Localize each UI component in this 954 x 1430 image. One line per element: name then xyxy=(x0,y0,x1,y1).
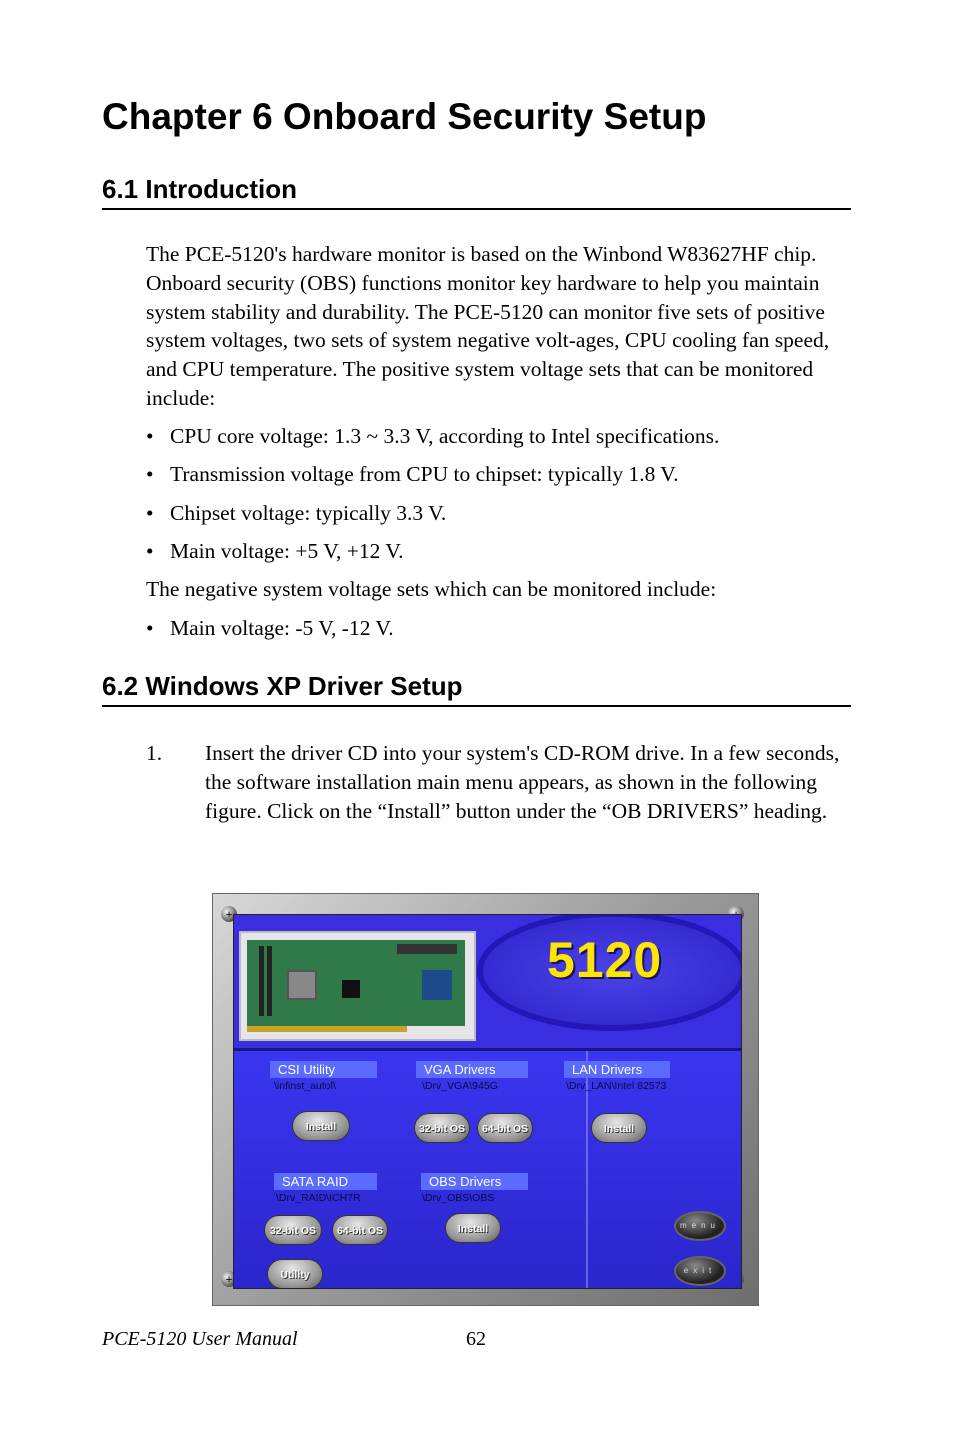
bullet-text: Main voltage: -5 V, -12 V. xyxy=(170,616,394,640)
menu-button[interactable]: menu xyxy=(674,1211,726,1241)
edge-connector-icon xyxy=(247,1026,407,1032)
bullet-text: CPU core voltage: 1.3 ~ 3.3 V, according to Intel specifications. xyxy=(170,424,720,448)
vga-drivers-label: VGA Drivers xyxy=(416,1061,528,1078)
board-image xyxy=(239,931,476,1041)
sata-raid-label: SATA RAID xyxy=(274,1173,377,1190)
model-title: 5120 xyxy=(547,932,663,988)
chipset-icon xyxy=(342,980,360,998)
exit-button[interactable]: exit xyxy=(674,1256,726,1286)
footer-title: PCE-5120 User Manual xyxy=(102,1328,298,1350)
connector-icon xyxy=(422,970,452,1000)
bullet-marker: • xyxy=(146,539,154,563)
csi-utility-path: \infinst_autol\ xyxy=(274,1080,336,1092)
connector-icon xyxy=(397,944,457,954)
list-item xyxy=(146,499,446,527)
pcb-icon xyxy=(247,940,465,1026)
bullet-text: Transmission voltage from CPU to chipset: typically 1.8 V. xyxy=(170,462,679,486)
raid-64bit-button[interactable]: 64-bit OS xyxy=(332,1215,388,1245)
lan-drivers-path: \Drv_LAN\Intel 82573 xyxy=(566,1080,667,1092)
raid-utility-button[interactable]: Utility xyxy=(267,1259,323,1289)
step-number: 1. xyxy=(146,741,163,765)
lan-install-button[interactable]: Install xyxy=(591,1113,647,1143)
sata-raid-path: \Drv_RAID\ICH7R xyxy=(276,1192,361,1204)
list-item xyxy=(146,460,678,488)
driver-panel xyxy=(234,1048,741,1289)
negative-intro: The negative system voltage sets which can be monitored include: xyxy=(146,577,717,601)
raid-32bit-button[interactable]: 32-bit OS xyxy=(264,1215,322,1245)
list-item xyxy=(146,614,394,642)
step-text: Insert the driver CD into your system's CD-ROM drive. In a few seconds, the software installation main menu appears, as shown in the following figure. Click on the “Install” button under the “OB DRIVERS” heading. xyxy=(205,741,840,823)
bullet-marker: • xyxy=(146,462,154,486)
cpu-socket-icon xyxy=(287,970,317,1000)
intro-paragraph: The PCE-5120's hardware monitor is based on the Winbond W83627HF chip. Onboard security (OBS) functions monitor key hardware to help you maintain system stability and durability. The PCE-5120 can monitor five sets of positive system voltages, two sets of system negative volt-ages, CPU cooling fan speed, and CPU temperature. The positive system voltage sets that can be monitored include: xyxy=(146,242,830,410)
installer-window xyxy=(233,914,742,1289)
vga-32bit-button[interactable]: 32-bit OS xyxy=(414,1113,470,1143)
page-number: 62 xyxy=(466,1328,486,1350)
screw-icon: + xyxy=(221,906,237,922)
obs-drivers-label: OBS Drivers xyxy=(421,1173,528,1190)
vga-drivers-path: \Drv_VGA\945G xyxy=(422,1080,498,1092)
section-heading-driver-setup: 6.2 Windows XP Driver Setup xyxy=(102,671,851,707)
obs-drivers-path: \Drv_OBS\OBS xyxy=(422,1192,495,1204)
chapter-title: Chapter 6 Onboard Security Setup xyxy=(102,96,707,137)
memory-slot-icon xyxy=(259,946,264,1016)
bullet-marker: • xyxy=(146,501,154,525)
lan-drivers-label: LAN Drivers xyxy=(564,1061,670,1078)
bullet-text: Chipset voltage: typically 3.3 V. xyxy=(170,501,447,525)
memory-slot-icon xyxy=(267,946,272,1016)
section-heading-introduction: 6.1 Introduction xyxy=(102,174,851,210)
list-item xyxy=(146,537,404,565)
bullet-marker: • xyxy=(146,616,154,640)
list-item xyxy=(146,422,719,450)
obs-install-button[interactable]: Install xyxy=(445,1213,501,1243)
vga-64bit-button[interactable]: 64-bit OS xyxy=(477,1113,533,1143)
installer-screenshot xyxy=(212,893,759,1306)
screw-icon: + xyxy=(221,1271,237,1287)
bullet-marker: • xyxy=(146,424,154,448)
csi-utility-label: CSI Utility xyxy=(270,1061,377,1078)
bullet-text: Main voltage: +5 V, +12 V. xyxy=(170,539,404,563)
csi-install-button[interactable]: Install xyxy=(292,1111,350,1141)
